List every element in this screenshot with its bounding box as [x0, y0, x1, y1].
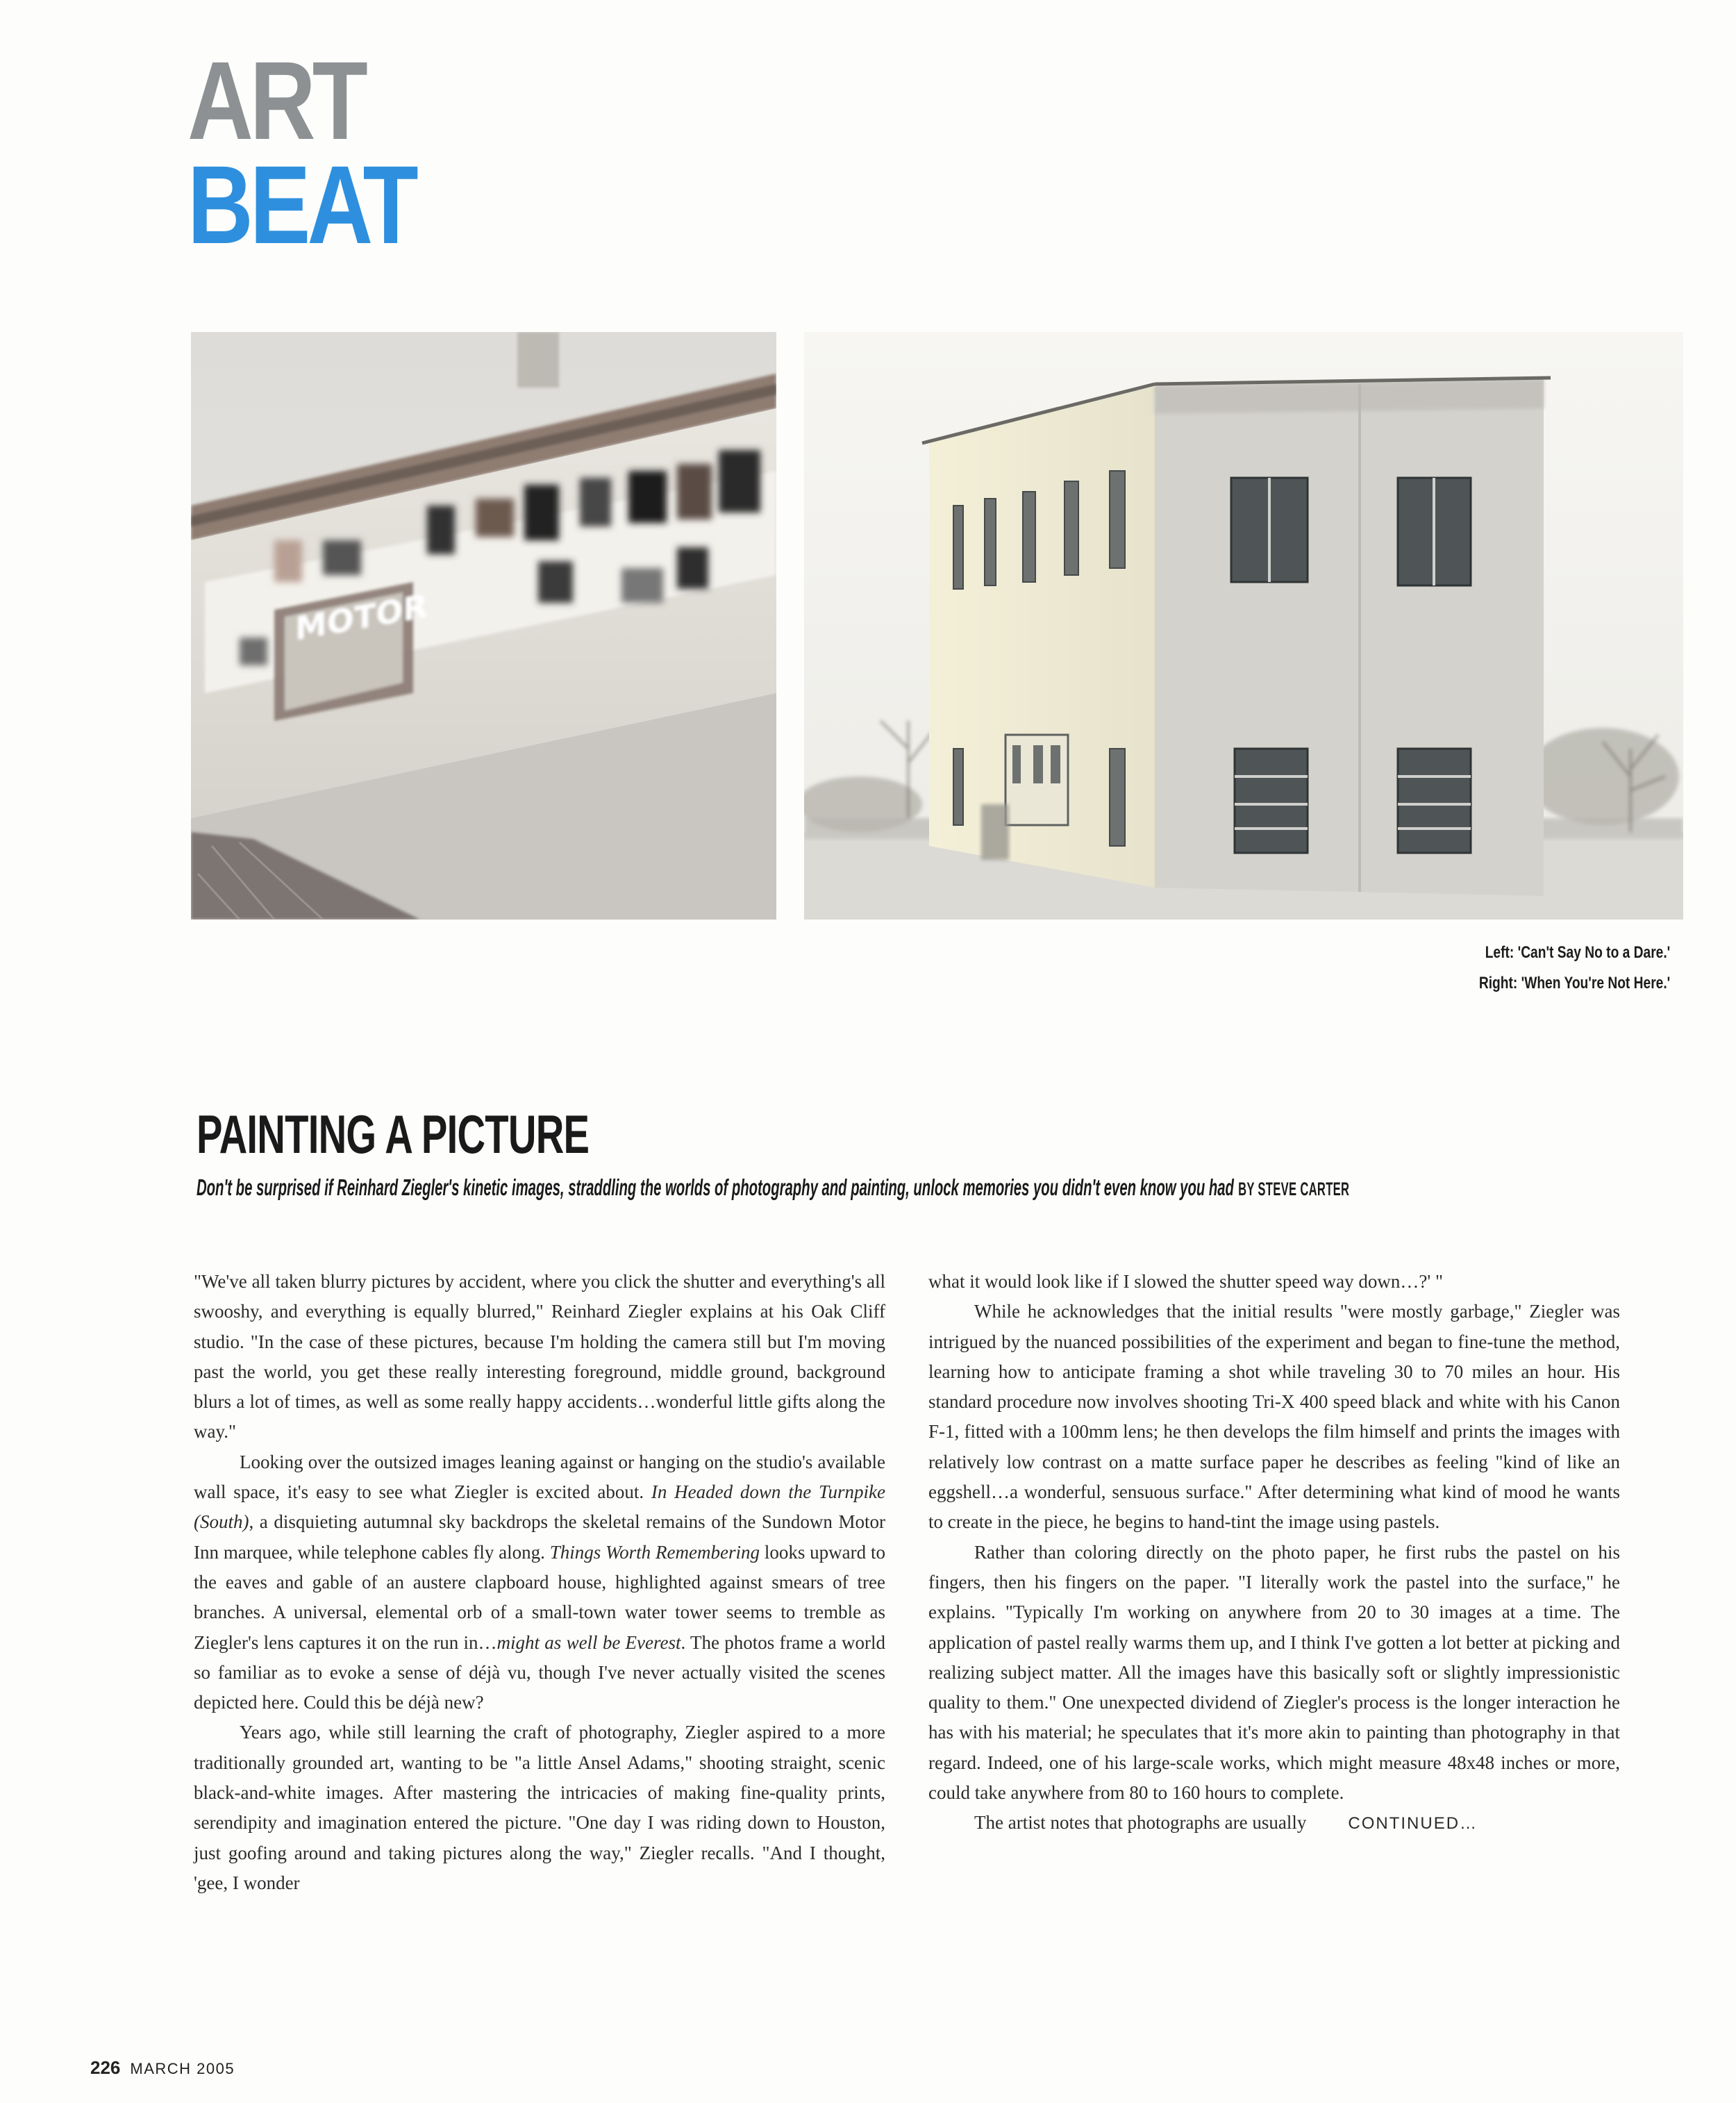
continued-marker: CONTINUED… [1348, 1814, 1478, 1834]
paragraph: The artist notes that photographs are usually CONTINUED… [974, 1812, 1478, 1834]
article-column-left [194, 1267, 885, 1898]
page-number: 226 [90, 2057, 121, 2078]
article-headline: PAINTING A PICTURE [197, 1104, 590, 1165]
painting-right-svg [804, 332, 1683, 920]
painting-left-svg [191, 332, 776, 920]
artwork-title: might as well be Everest [496, 1631, 681, 1653]
paragraph: While he acknowledges that the initial results "were mostly garbage," Ziegler was intrigued by the nuanced possibilities of the experiment and began to fine-tune the method, learning how to anticipate framing a shot while traveling 30 to 70 miles an hour. His standard procedure now involves shooting Tri-X 400 speed black and white with his Canon F-1, fitted with a 100mm lens; he then develops the film himself and prints the images with relatively low contrast on a matte surface paper he describes as feeling "kind of like an eggshell…a wonderful, sensuous surface." After determining what kind of mood he wants to create in the piece, he begins to hand-tint the image using pastels. [928, 1301, 1620, 1533]
paragraph: Years ago, while still learning the craft of photography, Ziegler aspired to a more traditionally grounded art, wanting to be "a little Ansel Adams," shooting straight, scenic black-and-white images. After mastering the intricacies of making fine-quality prints, serendipity and imagination entered the picture. "One day I was riding down to Houston, just goofing around and taking pictures along the way," Ziegler recalls. "And I thought, 'gee, I wonder [194, 1722, 885, 1893]
article-deck [197, 1172, 1349, 1204]
image-caption [1479, 938, 1670, 999]
section-header [187, 38, 465, 267]
artwork-title: In Headed down the Turnpike (South) [194, 1481, 885, 1533]
painting-left-image [191, 332, 776, 920]
page-folio [90, 2057, 235, 2079]
section-title-beat: BEAT [187, 142, 415, 267]
section-title-art: ART [187, 38, 365, 163]
artwork-title: Things Worth Remembering [549, 1541, 760, 1563]
painting-right-image [804, 332, 1683, 920]
paragraph: Looking over the outsized images leaning against or hanging on the studio's available wall space, it's easy to see what Ziegler is excited about. In Headed down the Turnpike (South), a disquieting autumnal sky backdrops the skeletal remains of the Sundown Motor Inn marquee, while telephone cables fly along. Things Worth Remembering looks upward to the eaves and gable of an austere clapboard house, highlighted against smears of tree branches. A universal, elemental orb of a small-town water tower seems to tremble as Ziegler's lens captures it on the run in…might as well be Everest. The photos frame a world so familiar as to evoke a sense of déjà vu, though I've never actually visited the scenes depicted here. Could this be déjà new? [194, 1451, 885, 1713]
caption-left: Left: 'Can't Say No to a Dare.' [1485, 943, 1670, 962]
paragraph: Rather than coloring directly on the photo paper, he first rubs the pastel on his fingers, then his fingers on the paper. "I literally work the pastel into the surface," he explains. "Typically I'm working on anywhere from 20 to 30 images at a time. The application of pastel really warms them up, and I think I've gotten a lot better at picking and realizing subject matter. All the images have this basically soft or slightly impressionistic quality to them." One unexpected dividend of Ziegler's process is the longer interaction he has with his material; he speculates that it's more akin to painting than photography in that regard. Indeed, one of his large-scale works, which might measure 48x48 inches or more, could take anywhere from 80 to 160 hours to complete. [928, 1541, 1620, 1804]
issue-date: MARCH 2005 [130, 2060, 235, 2077]
paragraph: "We've all taken blurry pictures by accident, where you click the shutter and everything's all swooshy, and everything is equally blurred," Reinhard Ziegler explains at his Oak Cliff studio. "In the case of these pictures, because I'm holding the camera still but I'm moving past the world, you get these really interesting foreground, middle ground, background blurs a lot of times, as well as some really happy accidents…wonderful little gifts along the way." [194, 1271, 885, 1443]
caption-right: Right: 'When You're Not Here.' [1478, 974, 1670, 992]
paragraph: what it would look like if I slowed the shutter speed way down…?' " [928, 1271, 1443, 1292]
byline: BY STEVE CARTER [1238, 1179, 1350, 1199]
svg-text:MOTOR: MOTOR [295, 587, 428, 648]
deck-text: Don't be surprised if Reinhard Ziegler's kinetic images, straddling the worlds of photography and painting, unlock memories you didn't even know you had [197, 1174, 1234, 1200]
article-column-right [928, 1267, 1620, 1839]
